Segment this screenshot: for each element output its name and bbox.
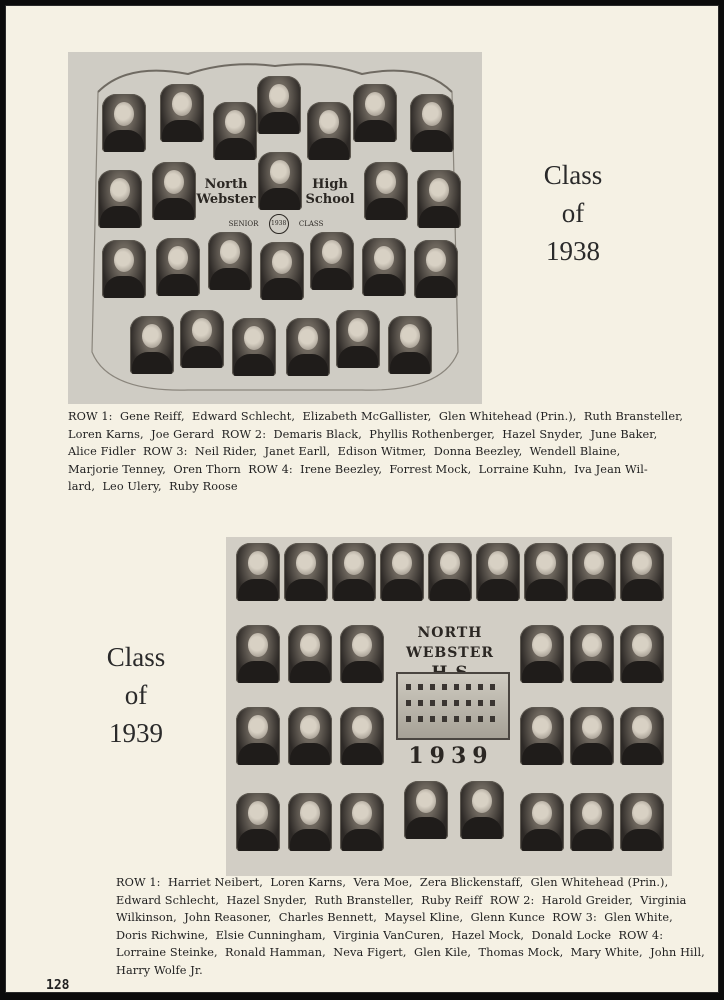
student-portrait (570, 625, 614, 683)
student-portrait (620, 625, 664, 683)
class-1938-composite-photo (68, 52, 482, 404)
of-word: of (561, 198, 585, 228)
page-number: 128 (46, 978, 70, 993)
crest-senior-text: SENIOR (228, 220, 259, 228)
crest-text: High (312, 177, 348, 192)
student-portrait (476, 543, 520, 601)
crest-text: North (204, 177, 248, 192)
crest-banner (206, 214, 346, 234)
principal-portrait (428, 543, 472, 601)
student-portrait (340, 625, 384, 683)
student-portrait (288, 625, 332, 683)
class-1939-caption: ROW 1: Harriet Neibert, Loren Karns, Vera Moe, Zera Blickenstaff, Glen Whitehead (Prin.), Edward Schlecht, Hazel Snyder, Ruth Bransteller, Ruby Reiff ROW 2: Harold Greider, Virginia Wilkinson, John Reasoner, Charles Bennett, Maysel Kline, Glenn Kunce ROW 3: Glen White, Doris Richwine, Elsie Cunningham, Virginia VanCuren, Hazel Mock, Donald Locke ROW 4: Lorraine Steinke, Ronald Hamman, Neva Figert, Glen Kile, Thomas Mock, Mary White, John Hill, Harry Wolfe Jr. (116, 876, 705, 977)
student-portrait (160, 84, 204, 142)
student-portrait (620, 543, 664, 601)
student-portrait (362, 238, 406, 296)
crest-north-webster (196, 177, 256, 207)
student-portrait (102, 240, 146, 298)
student-portrait (288, 707, 332, 765)
student-portrait (570, 793, 614, 851)
student-portrait (620, 707, 664, 765)
student-portrait (236, 625, 280, 683)
student-portrait (520, 707, 564, 765)
student-portrait (353, 84, 397, 142)
crest-high-school (300, 177, 360, 207)
student-portrait (520, 625, 564, 683)
student-portrait (620, 793, 664, 851)
student-portrait (232, 318, 276, 376)
student-portrait (260, 242, 304, 300)
student-portrait (286, 318, 330, 376)
student-portrait (340, 793, 384, 851)
student-portrait (570, 707, 614, 765)
class-word: Class (106, 642, 166, 672)
crest-year-seal: 1938 (269, 214, 289, 234)
student-portrait (180, 310, 224, 368)
class-year: 1939 (109, 718, 163, 748)
student-portrait (332, 543, 376, 601)
student-portrait (572, 543, 616, 601)
crest-year-1939: 1939 (408, 743, 494, 769)
crest-class-text: CLASS (298, 220, 324, 228)
student-portrait (388, 316, 432, 374)
class-1939-composite-photo (226, 537, 672, 876)
student-portrait (284, 543, 328, 601)
student-portrait (404, 781, 448, 839)
student-portrait (208, 232, 252, 290)
class-word: Class (543, 160, 603, 190)
student-portrait (236, 793, 280, 851)
student-portrait (307, 102, 351, 160)
student-portrait (213, 102, 257, 160)
student-portrait (414, 240, 458, 298)
student-portrait (258, 152, 302, 210)
crest-text: NORTH WEBSTER (405, 625, 495, 661)
student-portrait (288, 793, 332, 851)
student-portrait (524, 543, 568, 601)
crest-text: Webster (196, 192, 256, 207)
class-1938-caption: ROW 1: Gene Reiff, Edward Schlecht, Elizabeth McGallister, Glen Whitehead (Prin.), Ruth Bransteller, Loren Karns, Joe Gerard ROW 2: Demaris Black, Phyllis Rothenberger, Hazel Snyder, June Baker, Alice Fidler ROW 3: Neil Rider, Janet Earll, Edison Witmer, Donna Beezley, Wendell Blaine, Marjorie Tenney, Oren Thorn ROW 4: Irene Beezley, Forrest Mock, Lorraine Kuhn, Iva Jean Wil- lard, Leo Ulery, Ruby Roose (68, 410, 684, 493)
student-portrait (152, 162, 196, 220)
student-portrait (130, 316, 174, 374)
class-1938-label (528, 156, 618, 270)
school-building-image (396, 672, 510, 740)
student-portrait (520, 793, 564, 851)
student-portrait (336, 310, 380, 368)
student-portrait (340, 707, 384, 765)
student-portrait (417, 170, 461, 228)
student-portrait (236, 543, 280, 601)
student-portrait (102, 94, 146, 152)
student-portrait (98, 170, 142, 228)
student-portrait (364, 162, 408, 220)
class-year: 1938 (546, 236, 600, 266)
principal-portrait (257, 76, 301, 134)
crest-text: School (305, 192, 355, 207)
student-portrait (460, 781, 504, 839)
student-portrait (156, 238, 200, 296)
student-portrait (410, 94, 454, 152)
student-portrait (236, 707, 280, 765)
student-portrait (380, 543, 424, 601)
of-word: of (124, 680, 148, 710)
class-1939-label (91, 638, 181, 752)
yearbook-page (6, 6, 718, 992)
student-portrait (310, 232, 354, 290)
